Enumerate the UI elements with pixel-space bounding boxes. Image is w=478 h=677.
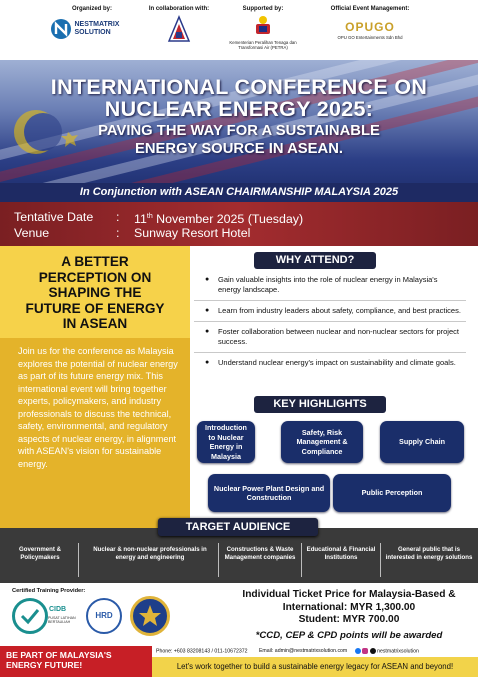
intro-heading-line: PERCEPTION ON (38, 269, 152, 285)
opugo-logo: OPUGO (345, 20, 395, 34)
why-attend-text: Understand nuclear energy's impact on sustainability and climate goals. (218, 358, 456, 367)
why-attend-text: Learn from industry leaders about safety, compliance, and best practices. (218, 306, 461, 315)
highlight-box: Nuclear Power Plant Design and Construction (208, 474, 330, 512)
audience-item: Educational & Financial Institutions (306, 546, 376, 561)
target-audience-heading: TARGET AUDIENCE (158, 518, 318, 536)
audience-item: Government & Policymakers (19, 546, 61, 561)
points-note: *CCD, CEP & CPD points will be awarded (255, 630, 443, 641)
audience-item: General public that is interested in energy solutions (385, 546, 473, 561)
event-management-label: Official Event Management: (330, 6, 410, 12)
date-label: Tentative Date (14, 210, 94, 224)
instagram-icon[interactable] (362, 648, 368, 654)
organizer-block (46, 6, 138, 40)
ticket-line: Student: MYR 700.00 (298, 614, 400, 626)
organizer-logo (46, 18, 138, 40)
why-attend-list (194, 270, 466, 373)
intro-heading-line: IN ASEAN (62, 316, 128, 331)
ticket-line: Individual Ticket Price for Malaysia-Based & (242, 589, 456, 600)
management-name: OPU GO Entertainments Sdn Bhd (337, 35, 403, 40)
cidb-text: CIDB (49, 606, 67, 613)
venue-label: Venue (14, 226, 50, 240)
collaborator-emblem-icon (166, 15, 192, 43)
why-attend-text: Gain valuable insights into the role of nuclear energy in Malaysia's energy landscape. (218, 275, 438, 294)
divider (380, 543, 381, 577)
management-block (310, 6, 430, 41)
hrd-text: HRD (95, 611, 113, 620)
ticket-line: International: MYR 1,300.00 (282, 601, 416, 613)
organized-by-label: Organized by: (71, 6, 112, 12)
bullet-icon: ● (205, 276, 210, 283)
hrd-seal-icon (130, 596, 170, 636)
intro-heading-line: A BETTER (61, 254, 129, 269)
intro-heading-line: FUTURE OF ENERGY (25, 300, 165, 316)
intro-body: Join us for the conference as Malaysia explores the potential of nuclear energy as part of its future energy mix. This international event will bring together experts, policymakers, and industry professionals to discuss the technical, safety, environmental, and regulatory aspects of nuclear energy, in alignment with ASEAN's vision for sustainable energy. (18, 346, 178, 469)
bullet-icon: ● (205, 359, 210, 366)
list-item (194, 270, 466, 301)
highlight-box: Supply Chain (380, 421, 464, 463)
facebook-icon[interactable] (355, 648, 361, 654)
list-item (194, 353, 466, 373)
divider (218, 543, 219, 577)
date-day: 11 (134, 212, 147, 226)
cta-line: BE PART OF MALAYSIA'S (6, 650, 112, 660)
supporter-block (226, 6, 300, 50)
title-line-2: NUCLEAR ENERGY 2025: (104, 97, 374, 121)
conjunction-banner: In Conjunction with ASEAN CHAIRMANSHIP MALAYSIA 2025 (0, 183, 478, 202)
date-suffix: th (146, 213, 153, 220)
highlight-box: Introduction to Nuclear Energy in Malaysia (197, 421, 255, 463)
divider (301, 543, 302, 577)
tagline-band: Let's work together to build a sustainable energy legacy for ASEAN and beyond! (152, 657, 478, 677)
malaysia-crest-icon (251, 15, 275, 37)
conference-subtitle (0, 122, 478, 158)
star-icon (133, 599, 167, 633)
date-rest: November 2025 (Tuesday) (152, 212, 304, 226)
date-colon: : (116, 210, 120, 224)
title-line-1: INTERNATIONAL CONFERENCE ON (50, 75, 428, 99)
intro-column (0, 246, 190, 528)
nestmatrix-icon (50, 18, 72, 40)
bullet-icon: ● (205, 328, 210, 335)
provider-label: Certified Training Provider: (12, 588, 86, 594)
date-venue-band (0, 202, 478, 246)
conference-title (0, 76, 478, 120)
subtitle-line-1: PAVING THE WAY FOR A SUSTAINABLE (98, 123, 380, 139)
subtitle-line-2: ENERGY SOURCE IN ASEAN. (134, 141, 344, 157)
list-item (194, 322, 466, 353)
venue-colon: : (116, 226, 120, 240)
hero-banner (0, 60, 478, 202)
tiktok-icon[interactable] (370, 648, 376, 654)
divider (78, 543, 79, 577)
email-text[interactable]: Email: admin@nestmatrixsolution.com (258, 648, 348, 655)
ticket-price (226, 589, 472, 627)
collaborator-block (140, 6, 218, 45)
checkmark-icon (15, 601, 45, 631)
cta-banner (0, 646, 152, 677)
intro-heading-line: SHAPING THE (48, 285, 142, 300)
list-item (194, 301, 466, 322)
ministry-name: Kementerian Peralihan Tenaga dan Transformasi Air (PETRA) (229, 40, 297, 50)
why-attend-heading: WHY ATTEND? (254, 252, 376, 269)
cta-line: ENERGY FUTURE! (6, 659, 83, 670)
audience-item: Constructions & Waste Management companies (224, 546, 296, 561)
collaboration-label: In collaboration with: (148, 6, 210, 12)
highlight-box: Public Perception (333, 474, 451, 512)
cidb-subtext: PUSAT LATIHAN BERTAULIAH (48, 616, 76, 625)
audience-item: Nuclear & non-nuclear professionals in energy and engineering (93, 546, 207, 561)
bullet-icon: ● (205, 307, 210, 314)
organizer-name: NESTMATRIX SOLUTION (74, 21, 120, 36)
intro-heading (8, 254, 182, 332)
why-attend-text: Foster collaboration between nuclear and non-nuclear sectors for project success. (218, 327, 459, 346)
supported-by-label: Supported by: (242, 6, 284, 12)
hrd-badge-icon (86, 598, 122, 634)
key-highlights-heading: KEY HIGHLIGHTS (254, 396, 386, 413)
venue-value: Sunway Resort Hotel (134, 226, 251, 240)
social-handle[interactable]: nestmatrixsolution (377, 648, 419, 655)
highlight-box: Safety, Risk Management & Compliance (281, 421, 363, 463)
contact-line (152, 648, 478, 654)
cidb-badge-icon (12, 598, 48, 634)
phone-text[interactable]: Phone: +603 83208143 / 011-10672372 (156, 648, 248, 655)
